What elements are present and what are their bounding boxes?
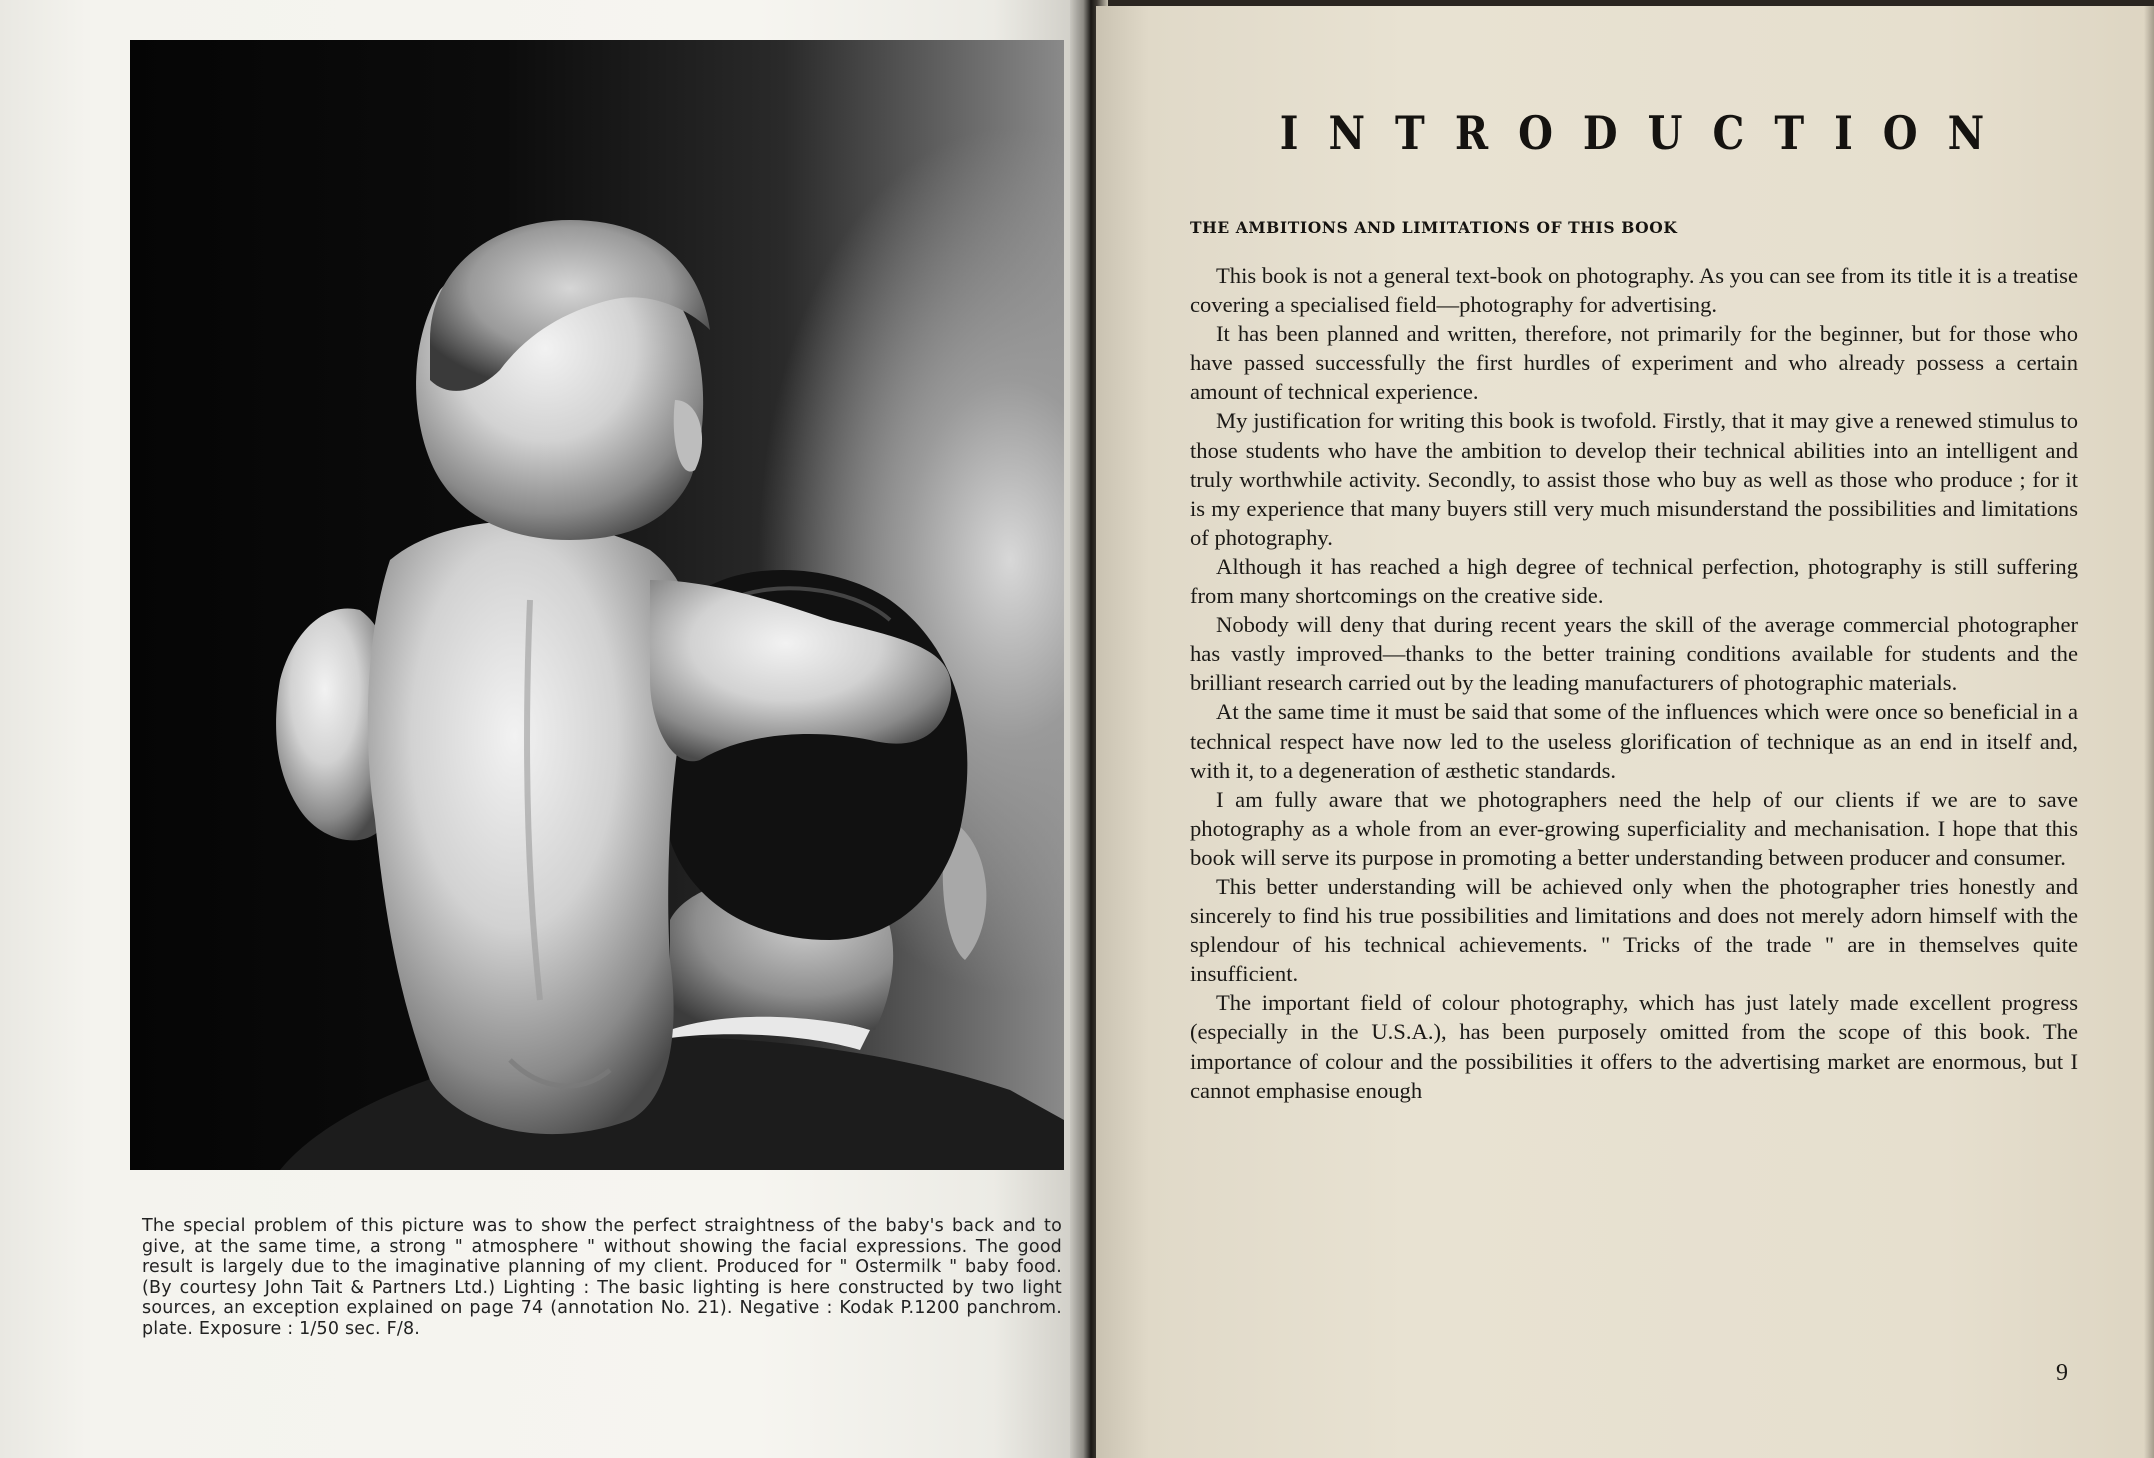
photo-caption: The special problem of this picture was to show the perfect straightness of the baby's back and to give, at the same time, a strong " atmosphere " without showing the facial expressions. The good result is largely due to the imaginative planning of my client. Produced for " Ostermilk " baby food. (By courtesy John Tait & Partners Ltd.) Lighting : The basic lighting is here constructed by two light sources, an exception explained on page 74 (annotation No. 21). Negative : Kodak P.1200 panchrom. plate. Exposure : 1/50 sec. F/8. xyxy=(142,1216,1062,1339)
paragraph: At the same time it must be said that some of the influences which were once so beneficial in a technical respect have now led to the useless glorification of technique as an end in itself and, with it, to a degeneration of æsthetic standards. xyxy=(1190,699,2078,783)
paragraph: My justification for writing this book is twofold. Firstly, that it may give a renewed stimulus to those students who have the ambition to develop their technical abilities into an intelligent and truly worthwhile activity. Secondly, to assist those who buy as well as those who produce ; for it is my experience that many buyers still very much misunderstand the possibilities and limitations of photography. xyxy=(1190,408,2078,550)
paragraph: This book is not a general text-book on photography. As you can see from its title it is a treatise covering a specialised field—photography for advertising. xyxy=(1190,263,2078,318)
chapter-title: INTRODUCTION xyxy=(1279,106,2015,161)
paragraph: The important field of colour photography, which has just lately made excellent progress (especially in the U.S.A.), has been purposely omitted from the scope of this book. The importance of colour and the possibilities it offers to the advertising market are enormous, but I cannot emphasise enough xyxy=(1190,990,2078,1103)
section-heading: THE AMBITIONS AND LIMITATIONS OF THIS BOOK xyxy=(1190,218,1678,237)
paragraph: It has been planned and written, therefore, not primarily for the beginner, but for those who have passed successfully the first hurdles of experiment and who already possess a certain amount of technical experience. xyxy=(1190,321,2078,405)
photo-illustration xyxy=(130,40,1064,1170)
paragraph: This better understanding will be achieved only when the photographer tries honestly and sincerely to find his true possibilities and limitations and does not merely adorn himself with the splendour of his technical achievements. " Tricks of the trade " are in themselves quite insufficient. xyxy=(1190,873,2078,987)
paragraph: Although it has reached a high degree of technical perfection, photography is still suffering from many shortcomings on the creative side. xyxy=(1190,553,2078,609)
paragraph: I am fully aware that we photographers need the help of our clients if we are to save photography as a whole from an ever-growing superficiality and mechanisation. I hope that this book will serve its purpose in promoting a better understanding between producer and consumer. xyxy=(1190,786,2078,870)
paragraph: Nobody will deny that during recent years the skill of the average commercial photographer has vastly improved—thanks to the better training conditions available for students and the brilliant research carried out by the leading manufacturers of photographic materials. xyxy=(1190,612,2078,696)
body-text xyxy=(1190,261,2078,1105)
page-edge-shadow xyxy=(2144,6,2154,1458)
photograph xyxy=(130,40,1064,1170)
right-page xyxy=(1096,6,2154,1458)
page-number: 9 xyxy=(2056,1360,2068,1386)
